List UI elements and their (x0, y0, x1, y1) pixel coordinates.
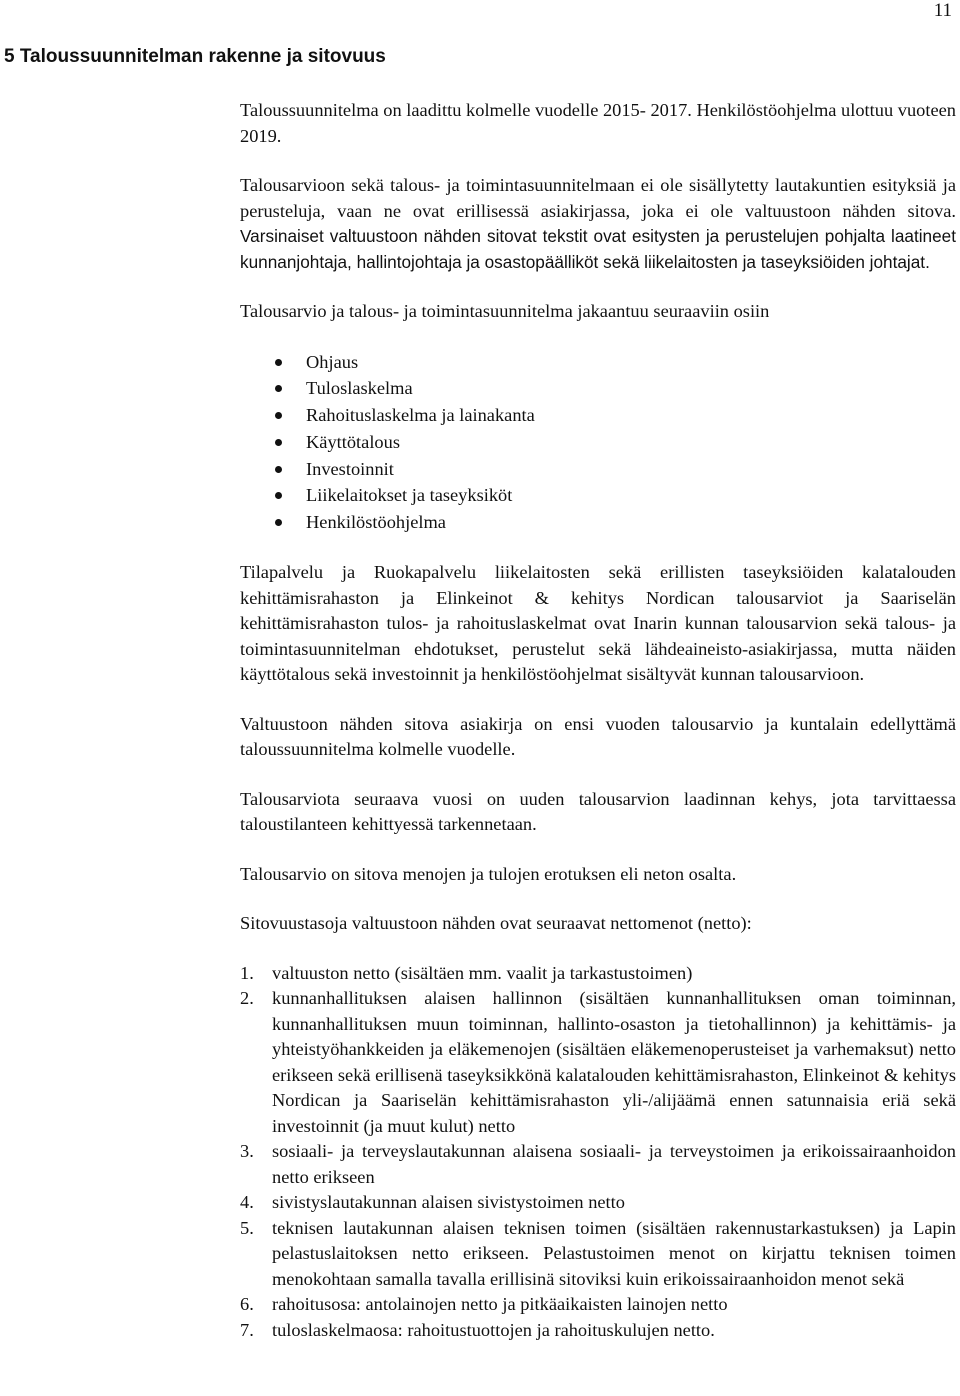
paragraph-binding-document: Valtuustoon nähden sitova asiakirja on ensi vuoden talousarvio ja kuntalain edellyttämä taloussuunnitelma kolmelle vuodelle. (240, 713, 956, 760)
list-item-number: 2. (240, 988, 254, 1009)
document-body (240, 98, 956, 1343)
list-item-text: kunnanhallituksen alaisen hallinnon (sisältäen kunnanhallituksen oman toiminnan, kunnanhallituksen muun toiminnan, hallinto-osaston ja tietohallinnon) ja kehittämis- ja yhteistyöhankkeiden ja eläkemenojen (sisältäen eläkemenoperusteiset ja varhemaksut) netto erikseen sekä erillisenä taseyksikkönä kalatalouden kehittämisrahaston, Elinkeinot & kehitys Nordican ja Saariselän kehittämisrahaston yli-/alijäämä ennen satunnaisia eriä sekä investoinnit (ja muut kulut) netto (272, 988, 956, 1136)
paragraph-following-year: Talousarviota seuraava vuosi on uuden talousarvion laadinnan kehys, jota tarvittaessa taloustilanteen kehittyessä tarkennetaan. (240, 788, 956, 835)
list-item-number: 3. (240, 1141, 254, 1162)
list-item (240, 1318, 956, 1344)
list-item: Henkilöstöohjelma (240, 509, 956, 536)
list-item-number: 5. (240, 1217, 254, 1238)
list-item (240, 1292, 956, 1318)
paragraph-binding-documents-serif: Talousarvioon sekä talous- ja toimintasuunnitelmaan ei ole sisällytetty lautakuntien esityksiä ja perusteluja, vaan ne ovat erillisessä asiakirjassa, joka ei ole valtuustoon nähden sitova. (240, 175, 956, 221)
binding-levels-list (240, 961, 956, 1344)
paragraph-binding-documents (240, 173, 956, 275)
list-item (240, 1216, 956, 1293)
list-item: Käyttötalous (240, 429, 956, 456)
list-item-text: valtuuston netto (sisältäen mm. vaalit ja tarkastustoimen) (272, 962, 693, 983)
list-item: Rahoituslaskelma ja lainakanta (240, 402, 956, 429)
list-item (240, 1139, 956, 1190)
list-item-number: 4. (240, 1192, 254, 1213)
list-item-number: 6. (240, 1294, 254, 1315)
parts-list (240, 349, 956, 537)
parts-intro: Talousarvio ja talous- ja toimintasuunnitelma jakaantuu seuraaviin osiin (240, 301, 770, 321)
paragraph-plan-period: Taloussuunnitelma on laadittu kolmelle vuodelle 2015- 2017. Henkilöstöohjelma ulottuu vuoteen 2019. (240, 100, 956, 146)
list-item (240, 961, 956, 987)
list-item: Liikelaitokset ja taseyksiköt (240, 482, 956, 509)
paragraph-binding-documents-sans: Varsinaiset valtuustoon nähden sitovat tekstit ovat esitysten ja perustelujen pohjalta laatineet kunnanjohtaja, hallintojohtaja ja osastopäälliköt sekä liikelaitosten ja taseyksiöiden johtajat. (240, 226, 956, 272)
list-item-text: sosiaali- ja terveyslautakunnan alaisena sosiaali- ja terveystoimen ja erikoissairaanhoidon netto erikseen (272, 1141, 956, 1187)
list-item: Ohjaus (240, 349, 956, 376)
page-number: 11 (933, 0, 952, 21)
list-item: Tuloslaskelma (240, 375, 956, 402)
list-item-text: teknisen lautakunnan alaisen teknisen toimen (sisältäen rakennustarkastuksen) ja Lapin pelastuslaitoksen netto erikseen. Pelastustoimen menot on kirjattu teknisen toimen menokohtaan samalla tavalla erillisinä sitoviksi kuin erikoissairaanhoidon menot sekä (272, 1217, 956, 1289)
list-item-text: tuloslaskelmaosa: rahoitustuottojen ja rahoituskulujen netto. (272, 1319, 715, 1340)
list-item (240, 1190, 956, 1216)
list-item-number: 7. (240, 1319, 254, 1340)
levels-intro: Sitovuustasoja valtuustoon nähden ovat seuraavat nettomenot (netto): (240, 913, 752, 934)
list-item (240, 986, 956, 1139)
paragraph-business-units: Tilapalvelu ja Ruokapalvelu liikelaitosten sekä erillisten taseyksiöiden kalatalouden kehittämisrahaston ja Elinkeinot & kehitys Nordican talousarviot ja Saariselän kehittämisrahaston tulos- ja rahoituslaskelmat ovat Inarin kunnan talousarvion sekä talous- ja toimintasuunnitelman ehdotukset, perustelut sekä lähdeaineisto-asiakirjassa, mutta näiden käyttötalous sekä investoinnit ja henkilöstöohjelmat sisältyvät kunnan talousarvioon. (240, 562, 956, 685)
list-item-text: rahoitusosa: antolainojen netto ja pitkäaikaisten lainojen netto (272, 1294, 728, 1315)
section-heading: 5 Taloussuunnitelman rakenne ja sitovuus (4, 46, 386, 67)
list-item: Investoinnit (240, 456, 956, 483)
list-item-number: 1. (240, 962, 254, 983)
paragraph-net-binding: Talousarvio on sitova menojen ja tulojen erotuksen eli neton osalta. (240, 863, 737, 884)
list-item-text: sivistyslautakunnan alaisen sivistystoimen netto (272, 1192, 625, 1213)
